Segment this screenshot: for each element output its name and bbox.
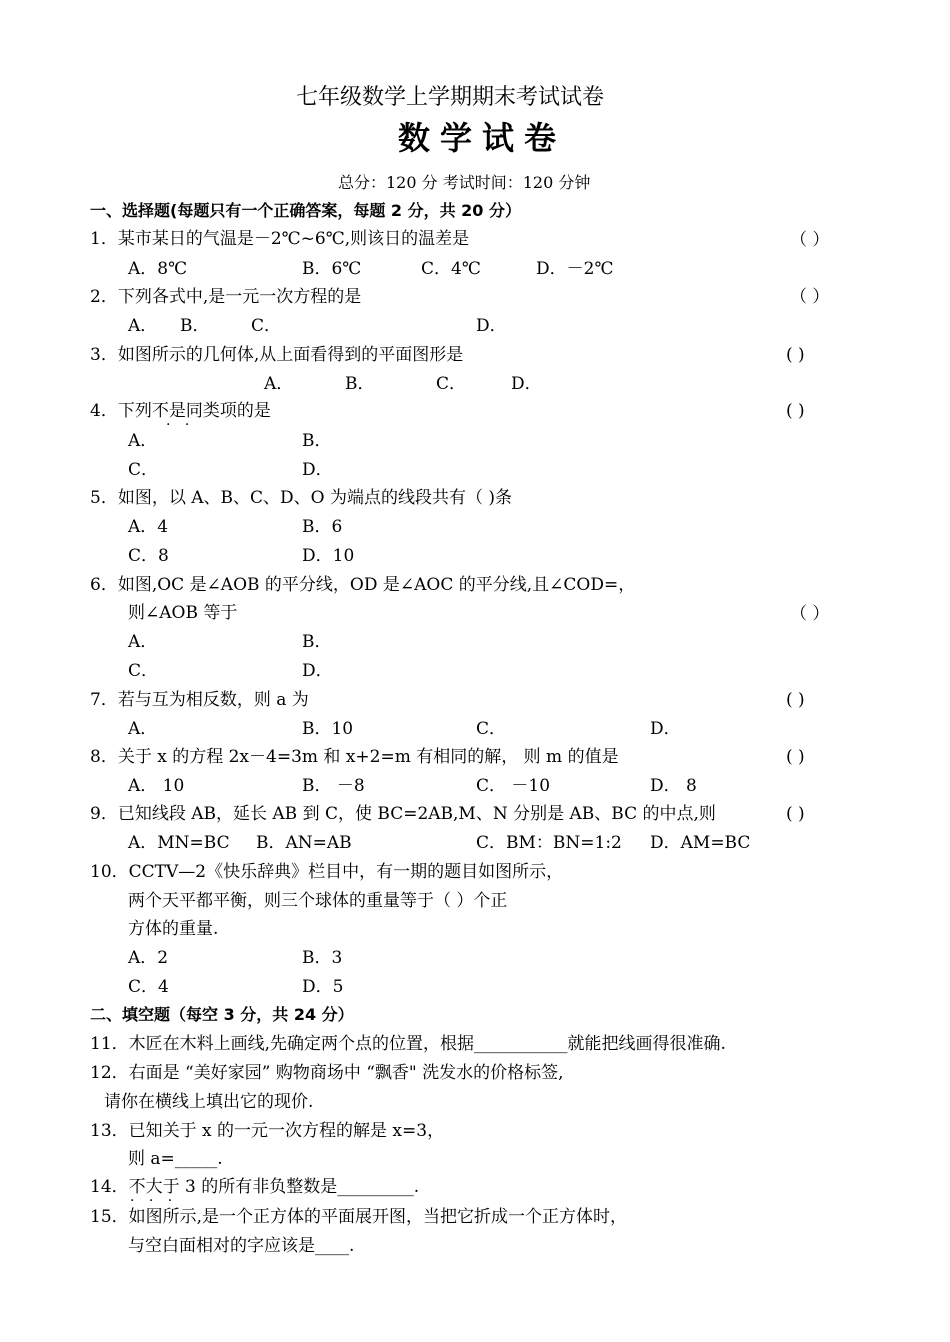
q5-option-c: C．8 xyxy=(128,546,169,566)
answer-bracket-8: ( ) xyxy=(786,747,805,767)
q9-option-c: C．BM：BN=1:2 xyxy=(476,833,622,853)
q5-option-b: B．6 xyxy=(302,517,343,537)
q10-option-a: A．2 xyxy=(128,948,169,968)
q8-option-c: C． －10 xyxy=(476,776,551,796)
q1-option-a: A．8℃ xyxy=(128,259,188,279)
q7-option-a: A． xyxy=(128,719,158,739)
answer-bracket-7: ( ) xyxy=(786,690,805,710)
q6-option-b: B． xyxy=(302,632,332,652)
question-6-stem: 6．如图,OC 是∠AOB 的平分线，OD 是∠AOC 的平分线,且∠COD=， xyxy=(90,575,636,595)
q10-option-b: B．3 xyxy=(302,948,343,968)
q3-option-a: A． xyxy=(264,374,294,394)
question-12: 12．右面是 “美好家园” 购物商场中 “飘香" 洗发水的价格标签, xyxy=(90,1063,564,1083)
q9-option-a: A．MN=BC xyxy=(128,833,230,853)
q6-option-a: A． xyxy=(128,632,158,652)
question-3-stem: 3．如图所示的几何体,从上面看得到的平面图形是 xyxy=(90,345,464,365)
answer-bracket-6: （ ） xyxy=(790,604,830,624)
q4-option-c: C． xyxy=(128,460,159,480)
answer-bracket-4: ( ) xyxy=(786,401,805,421)
answer-bracket-3: ( ) xyxy=(786,345,805,365)
q1-option-c: C．4℃ xyxy=(421,259,481,279)
question-4-stem: 4．下列不是同类项的是 xyxy=(90,401,271,421)
q8-option-b: B． －8 xyxy=(302,776,365,796)
q5-option-d: D．10 xyxy=(302,546,355,566)
q4-option-b: B． xyxy=(302,431,332,451)
q7-option-d: D． xyxy=(650,719,681,739)
question-8-stem: 8．关于 x 的方程 2x－4=3m 和 x+2=m 有相同的解， 则 m 的值是 xyxy=(90,747,619,767)
question-10-stem: 10．CCTV—2《快乐辞典》栏目中，有一期的题目如图所示， xyxy=(90,862,564,882)
question-13-line2: 则 a=_____. xyxy=(128,1149,223,1169)
q3-option-c: C． xyxy=(436,374,467,394)
question-15-line2: 与空白面相对的字应该是____. xyxy=(128,1236,355,1256)
q8-option-a: A． 10 xyxy=(128,776,185,796)
question-14: 14．不大于 3 的所有非负整数是_________. xyxy=(90,1177,420,1197)
question-12-line2: 请你在横线上填出它的现价. xyxy=(104,1092,314,1112)
q6-option-c: C． xyxy=(128,661,159,681)
exam-subtitle: 七年级数学上学期期末考试试卷 xyxy=(296,85,605,110)
section2-heading: 二、填空题（每空 3 分，共 24 分） xyxy=(90,1005,354,1024)
q4-option-d: D． xyxy=(302,460,333,480)
question-1-stem: 1．某市某日的气温是－2℃~6℃,则该日的温差是 xyxy=(90,229,470,249)
question-13: 13．已知关于 x 的一元一次方程的解是 x=3， xyxy=(90,1121,445,1141)
answer-bracket-9: ( ) xyxy=(786,804,805,824)
q4-option-a: A． xyxy=(128,431,158,451)
q8-option-d: D． 8 xyxy=(650,776,697,796)
question-7-stem: 7．若与互为相反数，则 a 为 xyxy=(90,690,309,710)
question-10-stem-line3: 方体的重量. xyxy=(128,919,219,939)
q2-option-b: B． xyxy=(180,316,210,336)
exam-info: 总分：120 分 考试时间：120 分钟 xyxy=(338,173,591,192)
q3-option-b: B． xyxy=(345,374,375,394)
q10-option-c: C．4 xyxy=(128,977,169,997)
q7-option-b: B．10 xyxy=(302,719,354,739)
q2-option-a: A． xyxy=(128,316,158,336)
question-15: 15．如图所示,是一个正方体的平面展开图，当把它折成一个正方体时， xyxy=(90,1207,628,1227)
q5-option-a: A．4 xyxy=(128,517,169,537)
question-11: 11．木匠在木料上画线,先确定两个点的位置，根据___________就能把线画得很准确. xyxy=(90,1034,726,1054)
q1-option-d: D．－2℃ xyxy=(536,259,614,279)
question-9-stem: 9．已知线段 AB，延长 AB 到 C，使 BC=2AB,M、N 分别是 AB、BC 的中点,则 xyxy=(90,804,716,824)
emphasis-dots-q14: · · · xyxy=(130,1193,178,1209)
q2-option-d: D． xyxy=(476,316,507,336)
question-10-stem-line2: 两个天平都平衡，则三个球体的重量等于（ ）个正 xyxy=(128,891,508,911)
question-5-stem: 5．如图，以 A、B、C、D、O 为端点的线段共有（ )条 xyxy=(90,488,513,508)
q9-option-b: B．AN=AB xyxy=(256,833,352,853)
answer-bracket-1: （ ） xyxy=(790,230,830,250)
q9-option-d: D．AM=BC xyxy=(650,833,751,853)
section1-heading: 一、选择题(每题只有一个正确答案，每题 2 分，共 20 分） xyxy=(90,201,521,220)
q3-option-d: D． xyxy=(511,374,542,394)
exam-title: 数学试卷 xyxy=(398,119,567,157)
q6-option-d: D． xyxy=(302,661,333,681)
question-2-stem: 2．下列各式中,是一元一次方程的是 xyxy=(90,287,362,307)
q2-option-c: C． xyxy=(251,316,282,336)
answer-bracket-2: （ ） xyxy=(790,287,830,307)
q1-option-b: B．6℃ xyxy=(302,259,362,279)
question-6-stem-line2: 则∠AOB 等于 xyxy=(128,603,238,623)
q10-option-d: D．5 xyxy=(302,977,344,997)
q7-option-c: C． xyxy=(476,719,507,739)
emphasis-dots-q4: · · xyxy=(166,417,195,433)
